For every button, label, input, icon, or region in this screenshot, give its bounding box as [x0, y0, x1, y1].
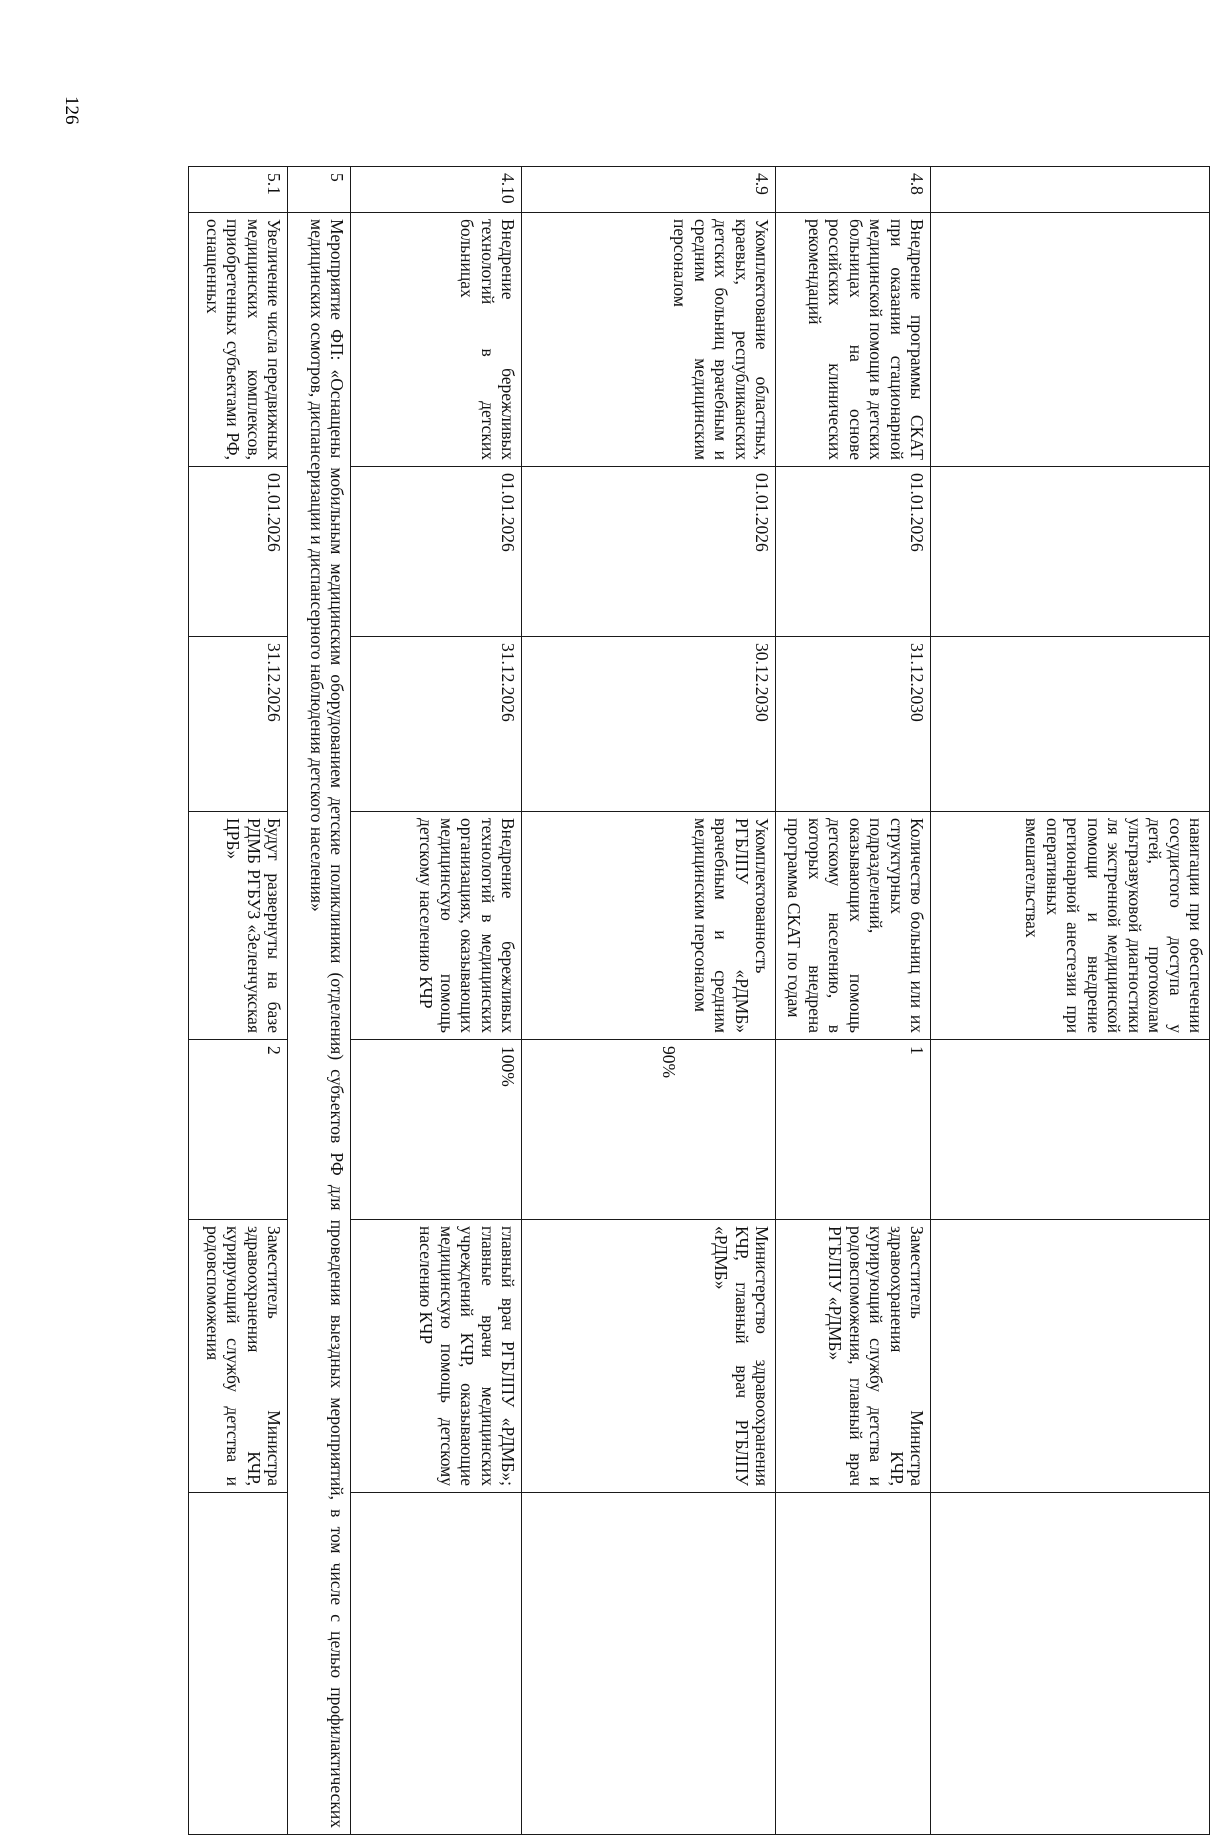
section-title: Мероприятие ФП: «Оснащены мобильным медицинским оборудованием детские поликлиники (отделения) субъектов РФ для проведения выездных мероприятий, в том числе с целью профилактических медицинских осмотров, диспансеризации и диспансерного наблюдения детского населения» [288, 213, 351, 1835]
table-row [189, 167, 288, 1835]
result-cell: Внедрение бережливых технологий в медицинских организациях, оказывающих медицинскую помощь детскому населению КЧР [351, 812, 522, 1040]
row-number: 5.1 [189, 167, 288, 213]
table-row [522, 167, 776, 1835]
end-date-cell: 31.12.2030 [776, 637, 931, 812]
result-cell: Количество больниц или их структурных подразделений, оказывающих помощь детскому населению, в которых внедрена программа СКАТ по годам [776, 812, 931, 1040]
section-number: 5 [288, 167, 351, 213]
value-cell: 1 [776, 1040, 931, 1220]
responsible-cell: Заместитель Министра здравоохранения КЧР, курирующий службу детства и родовспоможения, главный врач РГБЛПУ «РДМБ» [776, 1220, 931, 1493]
responsible-cell: главный врач РГБЛПУ «РДМБ»; главные врачи медицинских учреждений КЧР, оказывающие медицинскую помощь детскому населению КЧР [351, 1220, 522, 1493]
end-date-cell: 30.12.2030 [522, 637, 776, 812]
start-date-cell: 01.01.2026 [776, 467, 931, 637]
responsible-cell: Министерство здравоохранения КЧР, главный врач РГБЛПУ «РДМБ» [522, 1220, 776, 1493]
start-date-cell: 01.01.2026 [522, 467, 776, 637]
row-number [931, 167, 1210, 213]
extra-cell [931, 1493, 1210, 1835]
end-date-cell: 31.12.2026 [351, 637, 522, 812]
start-date-cell: 01.01.2026 [351, 467, 522, 637]
extra-cell [351, 1493, 522, 1835]
event-cell [931, 213, 1210, 467]
responsible-cell: Заместитель Министра здравоохранения КЧР, курирующий службу детства и родовспоможения [189, 1220, 288, 1493]
page-number: 126 [61, 96, 82, 125]
result-cell: Будут развернуты на базе РДМБ РГБУЗ «Зеленчукская ЦРБ» [189, 812, 288, 1040]
event-cell: Внедрение программы СКАТ при оказании стационарной медицинской помощи в детских больницах на основе российских клинических рекомендаций [776, 213, 931, 467]
start-date-cell: 01.01.2026 [189, 467, 288, 637]
event-cell: Укомплектование областных, краевых, республиканских детских больниц врачебным и средним медицинским персоналом [522, 213, 776, 467]
table-row [351, 167, 522, 1835]
table-row [931, 167, 1210, 1835]
value-cell: 2 [189, 1040, 288, 1220]
extra-cell [189, 1493, 288, 1835]
section-row [288, 167, 351, 1835]
extra-cell [522, 1493, 776, 1835]
event-cell: Внедрение бережливых технологий в детских больницах [351, 213, 522, 467]
value-cell: 90% [522, 1040, 776, 1220]
rotated-table-sheet [196, 166, 1210, 1834]
row-number: 4.9 [522, 167, 776, 213]
row-number: 4.10 [351, 167, 522, 213]
table-row [776, 167, 931, 1835]
start-date-cell [931, 467, 1210, 637]
end-date-cell [931, 637, 1210, 812]
value-cell: 100% [351, 1040, 522, 1220]
end-date-cell: 31.12.2026 [189, 637, 288, 812]
value-cell [931, 1040, 1210, 1220]
result-cell: Укомплектованность РГБЛПУ «РДМБ» врачебным и средним медицинским персоналом [522, 812, 776, 1040]
extra-cell [776, 1493, 931, 1835]
responsible-cell [931, 1220, 1210, 1493]
result-cell: навигации при обеспечении сосудистого доступа у детей, протоколам ультразвуковой диагностики ля экстренной медицинской помощи и внедрение регионарной анестезии при оперативных вмешательствах [931, 812, 1210, 1040]
row-number: 4.8 [776, 167, 931, 213]
event-cell: Увеличение числа передвижных медицинских комплексов, приобретенных субъектами РФ, оснащенных [189, 213, 288, 467]
measures-table [188, 166, 1210, 1835]
